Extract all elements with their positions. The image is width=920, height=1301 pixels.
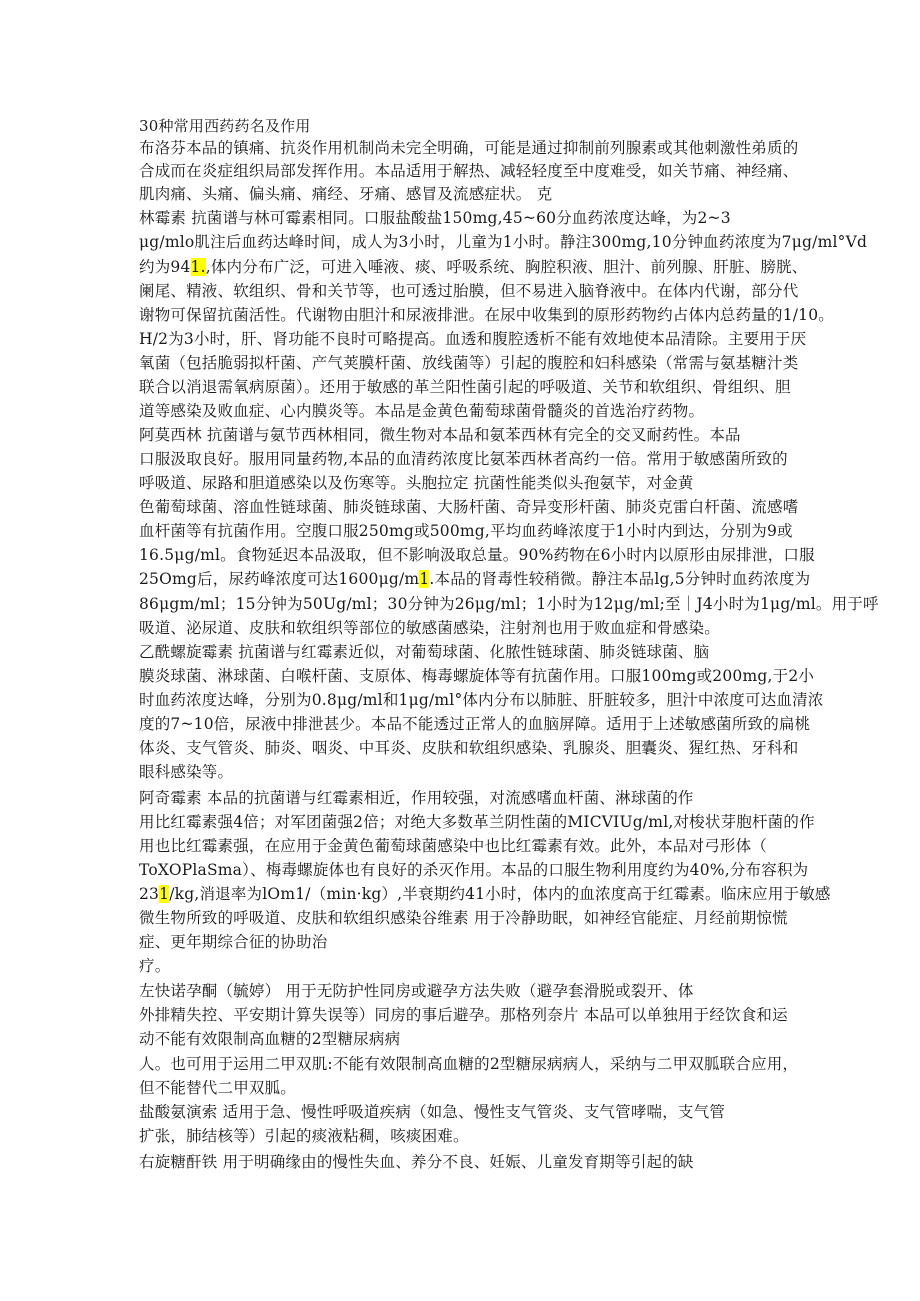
text-line	[139, 641, 709, 663]
text-line	[139, 593, 879, 615]
text-segment: 微生物所致的呼吸道、皮肤和软组织感染谷维素 用于冷静助眠，如神经官能症、月经前期惊慌	[139, 909, 788, 927]
highlighted-text: 1.	[190, 258, 206, 276]
text-segment: 乙酰螺旋霉素 抗菌谱与红霉素近似，对葡萄球菌、化脓性链球菌、肺炎链球菌、脑	[139, 643, 710, 661]
text-segment: 右旋糖酐铁 用于明确缘由的慢性失血、养分不良、妊娠、儿童发育期等引起的缺	[139, 1153, 694, 1171]
text-line	[139, 328, 806, 350]
text-line	[139, 1053, 798, 1075]
text-segment: 16.5μg/ml。食物延迟本品汲取，但不影响汲取总量。90%药物在6小时内以原形由尿排泄，口服	[139, 546, 815, 564]
text-line	[139, 207, 731, 229]
text-line	[139, 689, 824, 711]
text-segment: 扩张，肺结核等）引起的痰液粘稠，咳痰困难。	[139, 1127, 469, 1145]
text-segment: 疗。	[139, 957, 171, 975]
text-segment: ,体内分布广泛，可进入唾液、痰、呼吸系统、胸腔积液、胆汁、前列腺、肝脏、膀胱、	[205, 258, 808, 276]
text-line	[139, 1151, 694, 1173]
text-segment: 用也比红霉素强，在应用于金黄色葡萄球菌感染中也比红霉素有效。此外，本品对弓形体（	[139, 837, 768, 855]
text-segment: 时血药浓度达峰，分别为0.8μg/ml和1μg/ml°体内分布以肺脏、肝脏较多，胆汁中浓度可达血清浓	[139, 691, 824, 709]
text-line	[139, 980, 694, 1002]
text-segment: 外排精失控、平安期计算失误等）同房的事后避孕。那格列奈片 本品可以单独用于经饮食和运	[139, 1006, 788, 1024]
text-line	[139, 713, 810, 735]
text-segment: 症、更年期综合征的协助治	[139, 933, 328, 951]
text-segment: μg/mlo肌注后血药达峰时间，成人为3小时，儿童为1小时。静注300mg,10分钟血药浓度为7μg/ml°Vd	[139, 233, 868, 251]
text-segment: ToXOPlaSma）、梅毒螺旋体也有良好的杀灭作用。本品的口服生物利用度约为40%,分布容积为	[139, 861, 809, 879]
text-segment: 度的7~10倍，尿液中排泄甚少。本品不能透过正常人的血脑屏障。适用于上述敏感菌所致的扁桃	[139, 715, 811, 733]
text-line	[139, 617, 720, 639]
text-line	[139, 280, 798, 302]
text-segment: .本品的肾毒性较稍微。静注本品lg,5分钟时血药浓度为	[429, 570, 811, 588]
text-line	[139, 1004, 788, 1026]
text-line	[139, 137, 798, 159]
text-line	[139, 400, 704, 422]
highlighted-text: 1	[419, 570, 430, 588]
text-segment: 膜炎球菌、淋球菌、白喉杆菌、支原体、梅毒螺旋体等有抗菌作用。口服100mg或200mg,于2小	[139, 667, 815, 685]
text-line	[139, 1101, 725, 1123]
text-segment: H/2为3小时，肝、肾功能不良时可略提高。血透和腹腔透析不能有效地使本品清除。主要用于厌	[139, 330, 807, 348]
text-segment: 体炎、支气管炎、肺炎、咽炎、中耳炎、皮肤和软组织感染、乳腺炎、胆囊炎、猩红热、牙科和	[139, 739, 799, 757]
text-segment: /kg,消退率为lOm1/（min·kg）,半衰期约41小时，体内的血浓度高于红霉素。临床应用于敏感	[169, 885, 831, 903]
text-segment: 86μgm/ml；15分钟为50Ug/ml；30分钟为26μg/ml；1小时为12μg/ml;至｜J4小时为1μg/ml。用于呼	[139, 595, 879, 613]
text-segment: 谢物可保留抗菌活性。代谢物由胆汁和尿液排泄。在尿中收集到的原形药物约占体内总药量的1/10。	[139, 306, 835, 324]
text-segment: 道等感染及败血症、心内膜炎等。本品是金黄色葡萄球菌骨髓炎的首选治疗药物。	[139, 402, 705, 420]
text-line	[139, 568, 810, 590]
text-segment: 眼科感染等。	[139, 763, 234, 781]
text-segment: 阿奇霉素 本品的抗菌谱与红霉素相近，作用较强，对流感嗜血杆菌、淋球菌的作	[139, 789, 694, 807]
text-segment: 但不能替代二甲双胍。	[139, 1079, 297, 1097]
text-line	[139, 160, 798, 182]
text-segment: 约为94	[139, 258, 191, 276]
text-segment: 左快诺孕酮（毓婷） 用于无防护性同房或避孕方法失败（避孕套滑脱或裂开、体	[139, 982, 694, 1000]
text-line	[139, 544, 815, 566]
text-segment: 色葡萄球菌、溶血性链球菌、肺炎链球菌、大肠杆菌、奇异变形杆菌、肺炎克雷白杆菌、流感嗜	[139, 498, 799, 516]
text-line	[139, 665, 814, 687]
text-segment: 联合以消退需氧病原菌）。还用于敏感的革兰阳性菌引起的呼吸道、关节和软组织、骨组织、胆	[139, 378, 791, 396]
text-line	[139, 1028, 400, 1050]
text-segment: 血杆菌等有抗菌作用。空腹口服250mg或500mg,平均血药峰浓度于1小时内到达，分别为9或	[139, 522, 793, 540]
text-segment: 25Omg后，尿药峰浓度可达1600μg/m	[139, 570, 420, 588]
text-line	[139, 883, 831, 905]
document-title: 30种常用西药药名及作用	[139, 117, 311, 135]
text-segment: 动不能有效限制高血糖的2型糖尿病病	[139, 1030, 401, 1048]
text-line	[139, 304, 834, 326]
text-segment: 用比红霉素强4倍；对军团菌强2倍；对绝大多数革兰阴性菌的MICVIUg/ml,对梭状芽胞杆菌的作	[139, 813, 815, 831]
text-segment: 23	[139, 885, 160, 903]
text-line	[139, 787, 694, 809]
text-line	[139, 448, 788, 470]
text-segment: 口服汲取良好。服用同量药物,本品的血清药浓度比氨苯西林者高约一倍。常用于敏感菌所致的	[139, 450, 788, 468]
text-segment: 肌肉痛、头痛、偏头痛、痛经、牙痛、感冒及流感症状。 克	[139, 185, 553, 203]
text-line	[139, 183, 552, 205]
highlighted-text: 1	[159, 885, 170, 903]
text-line	[139, 352, 798, 374]
text-segment: 氧菌（包括脆弱拟杆菌、产气荚膜杆菌、放线菌等）引起的腹腔和妇科感染（常需与氨基糖汁类	[139, 354, 799, 372]
text-segment: 盐酸氨演索 适用于急、慢性呼吸道疾病（如急、慢性支气管炎、支气管哮喘，支气管	[139, 1103, 726, 1121]
text-line	[139, 1077, 296, 1099]
text-segment: 呼吸道、尿路和胆道感染以及伤寒等。头胞拉定 抗菌性能类似头孢氨苄，对金黄	[139, 474, 694, 492]
text-line	[139, 520, 793, 542]
text-line	[139, 231, 867, 253]
text-line	[139, 859, 808, 881]
text-segment: 阿莫西林 抗菌谱与氨节西林相同，微生物对本品和氨苯西林有完全的交叉耐药性。本品	[139, 426, 741, 444]
text-segment: 人。也可用于运用二甲双肌:不能有效限制高血糖的2型糖尿病病人，采纳与二甲双胍联合应用，	[139, 1055, 799, 1073]
text-line	[139, 811, 815, 833]
text-line	[139, 955, 170, 977]
text-line	[139, 496, 798, 518]
text-line	[139, 761, 233, 783]
text-segment: 布洛芬本品的镇痛、抗炎作用机制尚未完全明确，可能是通过抑制前列腺素或其他刺激性弟质的	[139, 139, 799, 157]
text-line	[139, 424, 741, 446]
text-line	[139, 737, 798, 759]
text-line	[139, 472, 694, 494]
text-line	[139, 1125, 469, 1147]
text-segment: 吸道、泌尿道、皮肤和软组织等部位的敏感菌感染，注射剂也用于败血症和骨感染。	[139, 619, 720, 637]
text-segment: 阑尾、精液、软组织、骨和关节等，也可透过胎膜，但不易进入脑脊液中。在体内代谢，部分代	[139, 282, 799, 300]
text-segment: 林霉素 抗菌谱与林可霉素相同。口服盐酸盐150mg,45~60分血药浓度达峰，为2~3	[139, 209, 731, 227]
text-line	[139, 256, 807, 278]
text-segment: 合成而在炎症组织局部发挥作用。本品适用于解热、减轻轻度至中度难受，如关节痛、神经痛、	[139, 162, 799, 180]
text-line	[139, 931, 327, 953]
text-line	[139, 376, 791, 398]
text-line	[139, 907, 788, 929]
text-line	[139, 835, 767, 857]
